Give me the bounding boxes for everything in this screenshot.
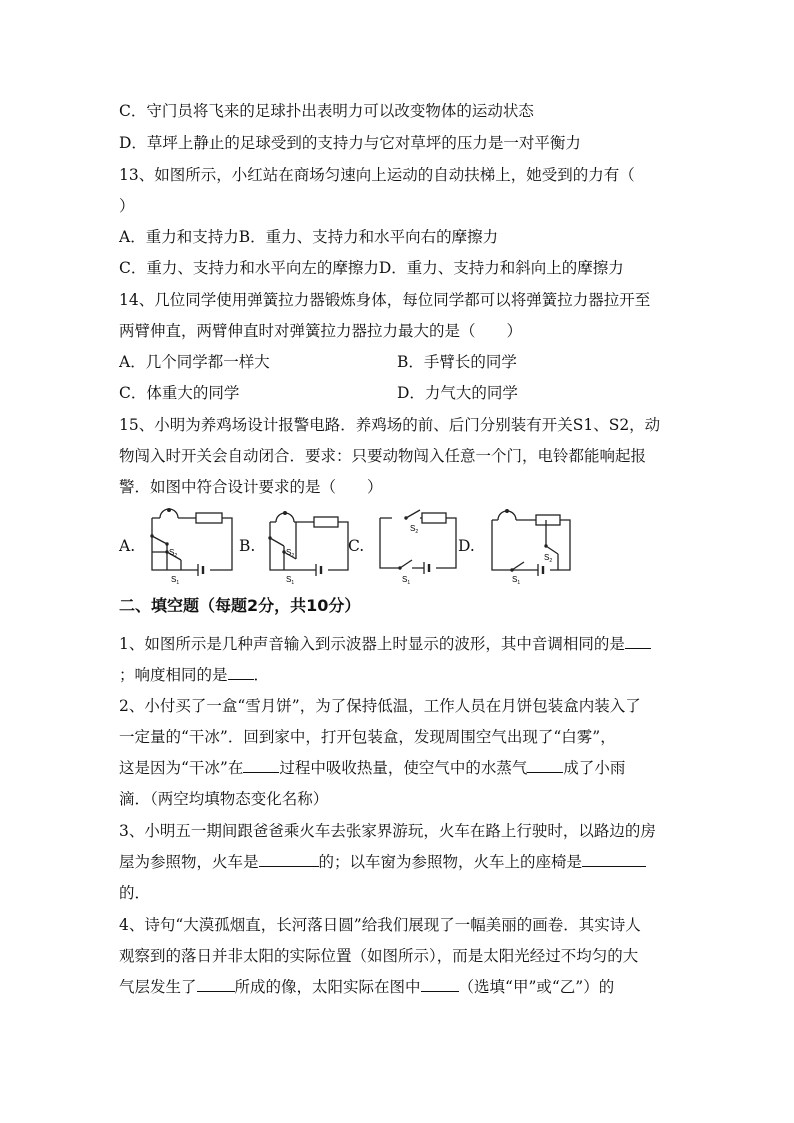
svg-text:S2: $S_2$ bbox=[544, 553, 553, 564]
fill-q2-blank1[interactable] bbox=[243, 758, 279, 773]
fill-q1-blank1[interactable] bbox=[625, 634, 651, 649]
q13-options-cd: C．重力、支持力和水平向左的摩擦力D．重力、支持力和斜向上的摩擦力 bbox=[119, 259, 624, 277]
q15-label-c: C. bbox=[348, 537, 365, 555]
fill-q4-line3: 气层发生了 所成的像，太阳实际在图中 （选填“甲”或“乙”）的 bbox=[119, 978, 615, 996]
svg-text:S2: $S_2$ bbox=[410, 524, 419, 535]
fill-q2-blank2[interactable] bbox=[527, 758, 563, 773]
fill-q2-line1: 2、小付买了一盒“雪月饼”，为了保持低温，工作人员在月饼包装盒内装入了 bbox=[119, 697, 641, 715]
q15-stem: 15、小明为养鸡场设计报警电路．养鸡场的前、后门分别装有开关S1、S2，动 bbox=[119, 416, 661, 434]
fill-q1-line1: 1、如图所示是几种声音输入到示波器上时显示的波形，其中音调相同的是 bbox=[119, 634, 651, 654]
fill-q1-line2: ；响度相同的是 ． bbox=[119, 666, 270, 684]
svg-text:S1: $S_1$ bbox=[171, 575, 180, 584]
fill-q3-blank2[interactable] bbox=[582, 852, 646, 867]
q15-stem-end: 警．如图中符合设计要求的是（ ） bbox=[119, 478, 383, 496]
q15-stem-cont: 物闯入时开关会自动闭合．要求：只要动物闯入任意一个门，电铃都能响起报 bbox=[119, 447, 647, 465]
fill-q2-line3: 这是因为“干冰”在 过程中吸收热量，使空气中的水蒸气 成了小雨 bbox=[119, 759, 626, 777]
fill-q4-blank1[interactable] bbox=[197, 977, 235, 992]
q14-stem: 14、几位同学使用弹簧拉力器锻炼身体，每位同学都可以将弹簧拉力器拉开至 bbox=[119, 291, 651, 309]
fill-q3-line3: 的． bbox=[119, 884, 151, 902]
svg-text:S1: $S_1$ bbox=[402, 575, 411, 584]
circuit-diagram-a bbox=[140, 502, 240, 584]
q14-option-b: B．手臂长的同学 bbox=[397, 353, 517, 371]
fill-q2-line2: 一定量的“干冰”．回到家中，打开包装盒，发现周围空气出现了“白雾”， bbox=[119, 728, 616, 746]
fill-q3-line2: 屋为参照物，火车是 的；以车窗为参照物，火车上的座椅是 bbox=[119, 852, 646, 872]
q12-option-d: D．草坪上静止的足球受到的支持力与它对草坪的压力是一对平衡力 bbox=[119, 134, 581, 152]
circuit-diagram-d bbox=[484, 502, 576, 584]
q14-option-d: D．力气大的同学 bbox=[397, 384, 518, 402]
circuit-diagram-b bbox=[262, 502, 354, 584]
fill-q3-line1: 3、小明五一期间跟爸爸乘火车去张家界游玩，火车在路上行驶时，以路边的房 bbox=[119, 822, 656, 840]
circuit-diagram-c bbox=[370, 502, 462, 584]
fill-q4-blank2[interactable] bbox=[421, 977, 459, 992]
svg-text:S2: $S_2$ bbox=[286, 548, 295, 559]
q13-stem: 13、如图所示，小红站在商场匀速向上运动的自动扶梯上，她受到的力有（ bbox=[119, 166, 635, 184]
q13-options-ab: A．重力和支持力B．重力、支持力和水平向右的摩擦力 bbox=[119, 228, 499, 246]
q15-label-a: A. bbox=[119, 537, 136, 555]
fill-q2-line4: 滴．（两空均填物态变化名称） bbox=[119, 790, 329, 808]
section-heading-fill-in: 二、填空题（每题2分，共10分） bbox=[119, 596, 361, 615]
fill-q4-line2: 观察到的落日并非太阳的实际位置（如图所示），而是太阳光经过不均匀的大 bbox=[119, 947, 639, 965]
q14-option-a: A．几个同学都一样大 bbox=[119, 353, 270, 371]
fill-q3-blank1[interactable] bbox=[259, 852, 319, 867]
fill-q1-blank2[interactable] bbox=[228, 665, 254, 680]
q13-stem-cont: ） bbox=[119, 197, 135, 215]
q15-label-d: D. bbox=[458, 537, 475, 555]
q14-stem-cont: 两臂伸直，两臂伸直时对弹簧拉力器拉力最大的是（ ） bbox=[119, 322, 523, 340]
svg-text:S1: $S_1$ bbox=[286, 575, 295, 584]
q15-label-b: B. bbox=[239, 537, 256, 555]
q12-option-c: C．守门员将飞来的足球扑出表明力可以改变物体的运动状态 bbox=[119, 102, 534, 120]
svg-text:S1: $S_1$ bbox=[512, 575, 521, 584]
q14-option-c: C．体重大的同学 bbox=[119, 384, 240, 402]
svg-text:S2: $S_2$ bbox=[169, 548, 178, 559]
fill-q4-line1: 4、诗句“大漠孤烟直，长河落日圆”给我们展现了一幅美丽的画卷．其实诗人 bbox=[119, 916, 641, 934]
